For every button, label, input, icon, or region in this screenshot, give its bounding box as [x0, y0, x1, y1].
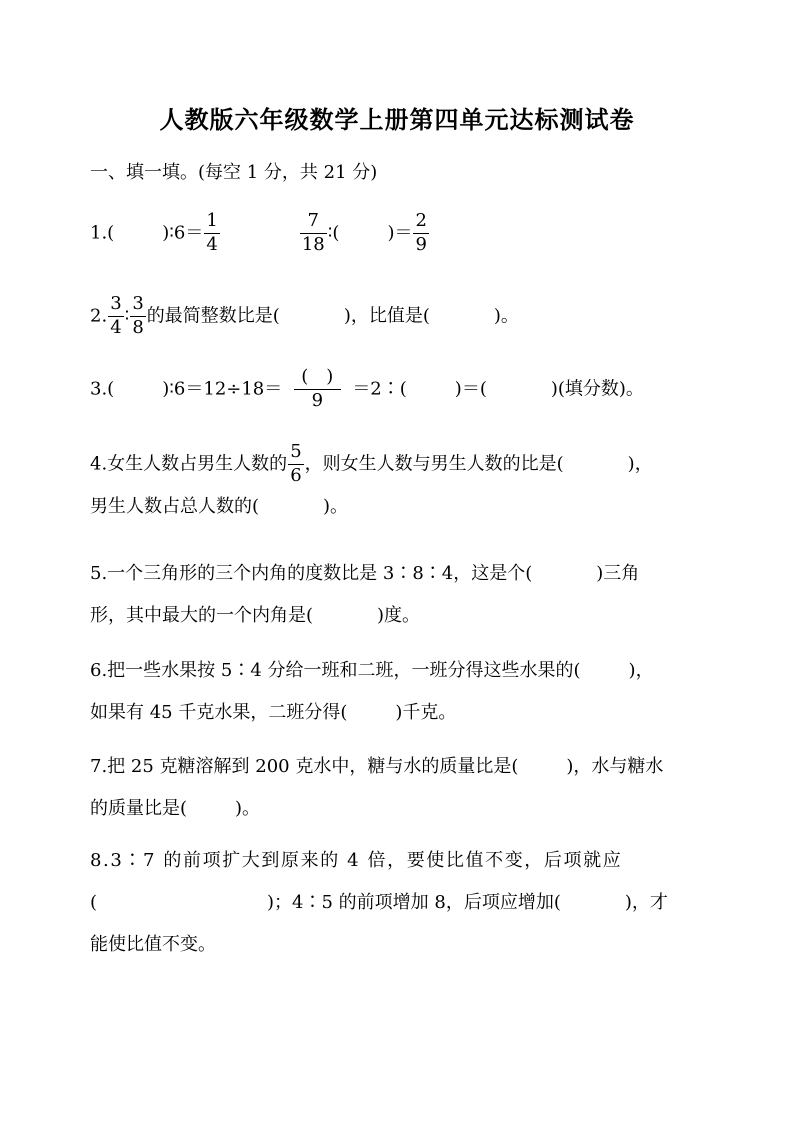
q7-line-2 — [90, 788, 724, 830]
q8-text: ( — [90, 892, 98, 913]
q2-prefix: 2. — [90, 305, 108, 327]
q7-text: )。 — [235, 798, 261, 819]
fraction — [130, 295, 145, 338]
question-1 — [90, 212, 724, 255]
question-4 — [90, 443, 724, 528]
q3-text: )∶6＝12÷18＝ — [162, 378, 283, 400]
q1-text: ∶( — [327, 222, 340, 244]
q6-text: )， — [628, 660, 654, 681]
q5-text: )度。 — [377, 605, 421, 626]
question-5 — [90, 553, 724, 637]
section-heading: 一、填一填。(每空 1 分，共 21 分) — [90, 162, 378, 183]
fraction — [204, 212, 219, 255]
numerator: 2 — [415, 210, 427, 231]
q1-prefix: 1.( — [90, 222, 115, 244]
q3-text: )＝( — [454, 378, 487, 400]
q6-text: 如果有 45 千克水果，二班分得( — [90, 702, 348, 723]
q4-text: 男生人数占总人数的( — [90, 495, 260, 517]
fraction — [108, 295, 123, 338]
denominator: 6 — [290, 464, 302, 486]
numerator: 5 — [290, 441, 302, 462]
q5-line-1 — [90, 553, 724, 595]
q8-line-3: 能使比值不变。 — [90, 934, 216, 955]
q8-text: )；4∶5 的前项增加 8，后项应增加( — [267, 892, 561, 913]
q7-line-1 — [90, 746, 724, 788]
q7-text: 的质量比是( — [90, 798, 188, 819]
fraction — [288, 443, 303, 486]
q4-line-1 — [90, 443, 724, 486]
denominator: 18 — [301, 233, 325, 255]
q6-line-2 — [90, 692, 724, 734]
question-6 — [90, 650, 724, 734]
q4-text: )。 — [323, 495, 349, 517]
q4-line-2 — [90, 486, 724, 528]
q2-text: )。 — [493, 305, 519, 327]
q6-text: )千克。 — [395, 702, 457, 723]
q3-text: )(填分数)。 — [550, 378, 644, 400]
numerator-blank[interactable]: ( ) — [301, 366, 334, 387]
denominator: 8 — [132, 316, 144, 338]
numerator: 7 — [307, 210, 319, 231]
fraction — [413, 212, 428, 255]
question-8 — [90, 840, 724, 966]
question-2 — [90, 295, 724, 338]
q5-line-2 — [90, 595, 724, 637]
q1-text: )∶6＝ — [162, 222, 204, 244]
question-3 — [90, 368, 724, 411]
q6-text: 6.把一些水果按 5∶4 分给一班和二班，一班分得这些水果的( — [90, 660, 581, 681]
denominator: 4 — [110, 316, 122, 338]
question-7 — [90, 746, 724, 830]
q4-text: 4.女生人数占男生人数的 — [90, 453, 288, 475]
q4-text: ，则女生人数与男生人数的比是( — [304, 453, 564, 475]
denominator: 9 — [294, 389, 341, 411]
numerator: 3 — [110, 293, 122, 314]
q8-line-1: 8.3∶7 的前项扩大到原来的 4 倍，要使比值不变，后项就应 — [90, 850, 623, 871]
q8-line-2 — [90, 882, 724, 924]
numerator: 1 — [206, 210, 218, 231]
q7-text: 7.把 25 克糖溶解到 200 克水中，糖与水的质量比是( — [90, 756, 519, 777]
q5-text: 5.一个三角形的三个内角的度数比是 3∶8∶4，这是个( — [90, 563, 533, 584]
page-title: 人教版六年级数学上册第四单元达标测试卷 — [159, 105, 635, 134]
q2-text: )，比值是( — [343, 305, 430, 327]
q2-text: 的最简整数比是( — [146, 305, 280, 327]
q5-text: 形，其中最大的一个内角是( — [90, 605, 314, 626]
fraction — [300, 212, 327, 255]
denominator: 4 — [206, 233, 218, 255]
numerator: 3 — [132, 293, 144, 314]
q3-prefix: 3.( — [90, 378, 115, 400]
colon: ∶ — [124, 305, 130, 327]
fraction — [283, 368, 351, 411]
q8-text: )，才 — [624, 892, 668, 913]
q1-text: )＝ — [387, 222, 413, 244]
q6-line-1 — [90, 650, 724, 692]
q7-text: )，水与糖水 — [566, 756, 664, 777]
denominator: 9 — [415, 233, 427, 255]
q4-text: )， — [627, 453, 653, 475]
q5-text: )三角 — [596, 563, 640, 584]
q3-text: ＝2∶( — [352, 378, 407, 400]
